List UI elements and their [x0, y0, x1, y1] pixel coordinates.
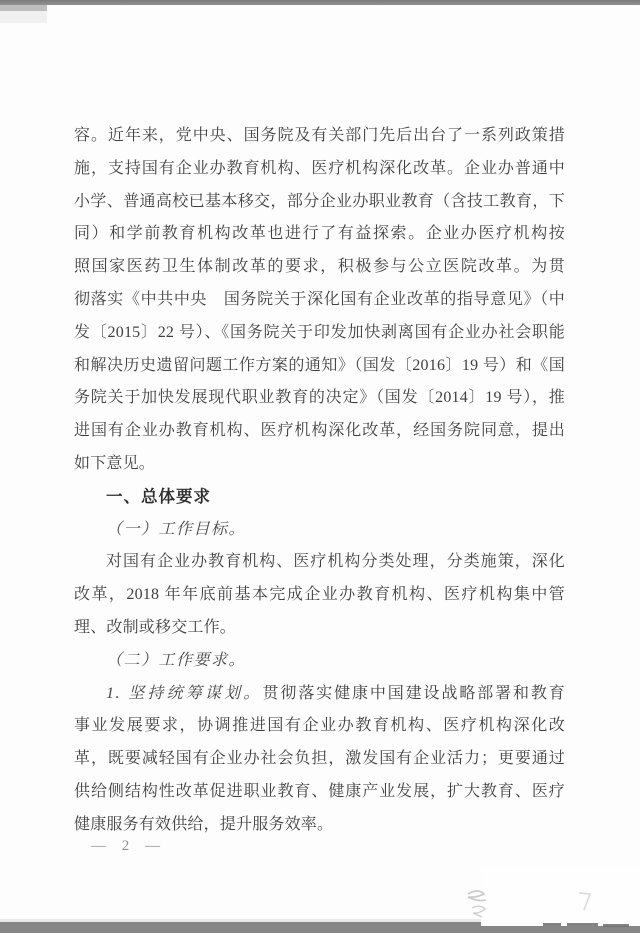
scan-artifact-dash [567, 923, 598, 926]
text-segment-song: 彻落实《中共中央 国务院关于深化国有企业改革的指导意见》（中 [74, 290, 565, 308]
text-line [74, 284, 565, 317]
text-segment-song: 供给侧结构性改革促进职业教育、健康产业发展，扩大教育、医疗 [74, 782, 565, 800]
text-segment-song: 发〔2015〕22 号）、《国务院关于印发加快剥离国有企业办社会职能 [74, 323, 565, 341]
text-line [74, 186, 565, 219]
text-line [74, 382, 565, 415]
text-line [74, 481, 565, 514]
text-segment-song: 同）和学前教育机构改革也进行了有益探索。企业办医疗机构按 [74, 225, 565, 243]
text-segment-song: 对国有企业办教育机构、医疗机构分类处理，分类施策，深化 [106, 553, 565, 571]
text-segment-kai: （一）工作目标。 [106, 520, 247, 538]
text-segment-song: 小学、普通高校已基本移交，部分企业办职业教育（含技工教育，下 [74, 192, 565, 210]
scan-artifact-smudge [0, 11, 47, 23]
text-line [74, 251, 565, 284]
text-line [74, 415, 565, 448]
text-segment-kai: （二）工作要求。 [106, 651, 247, 669]
text-segment-song: 健康服务有效供给，提升服务效率。 [74, 815, 334, 833]
text-line [74, 317, 565, 350]
text-segment-hei: 一、总体要求 [106, 487, 211, 506]
text-segment-song: 容。近年来，党中央、国务院及有关部门先后出台了一系列政策措 [74, 127, 565, 144]
page-number: — 2 — [91, 838, 162, 854]
text-segment-song: 理、改制或移交工作。 [74, 618, 237, 636]
text-segment-song: 务院关于加快发展现代职业教育的决定》（国发〔2014〕19 号），推 [74, 389, 565, 407]
text-segment-song: 施，支持国有企业办教育机构、医疗机构深化改革。企业办普通中 [74, 159, 565, 177]
text-segment-kai: 1. 坚持统筹谋划。 [106, 684, 263, 702]
text-segment-song: 照国家医药卫生体制改革的要求，积极参与公立医院改革。为贯 [74, 258, 565, 276]
text-line [74, 546, 565, 579]
text-line [74, 612, 565, 645]
text-line [74, 448, 565, 481]
text-line [74, 514, 565, 547]
scan-artifact-dash [543, 923, 561, 926]
text-segment-song: 和解决历史遗留问题工作方案的通知》（国发〔2016〕19 号）和《国 [74, 356, 565, 374]
scan-artifact-top-bar [0, 0, 640, 5]
text-line [74, 350, 565, 383]
text-segment-song: 革，既要减轻国有企业办社会负担，激发国有企业活力；更要通过 [74, 750, 565, 768]
text-line [74, 710, 565, 743]
text-line [74, 678, 565, 711]
text-line [74, 579, 565, 612]
text-line [74, 743, 565, 776]
scan-artifact-faint-mark [576, 890, 594, 912]
text-segment-song: 如下意见。 [74, 454, 156, 472]
text-line [74, 218, 565, 251]
text-line [74, 776, 565, 809]
text-line [74, 120, 565, 153]
scan-artifact-dash [603, 924, 629, 927]
scan-artifact-scribble [462, 884, 512, 920]
text-line [74, 153, 565, 186]
text-block [74, 120, 565, 842]
text-segment-song: 改革，2018 年年底前基本完成企业办教育机构、医疗机构集中管 [74, 586, 565, 604]
text-line [74, 645, 565, 678]
text-segment-song: 进国有企业办教育机构、医疗机构深化改革，经国务院同意，提出 [74, 422, 565, 440]
text-line [74, 809, 565, 842]
text-segment-song: 事业发展要求，协调推进国有企业办教育机构、医疗机构深化改 [74, 717, 565, 735]
text-segment-song: 贯彻落实健康中国建设战略部署和教育 [262, 684, 565, 702]
